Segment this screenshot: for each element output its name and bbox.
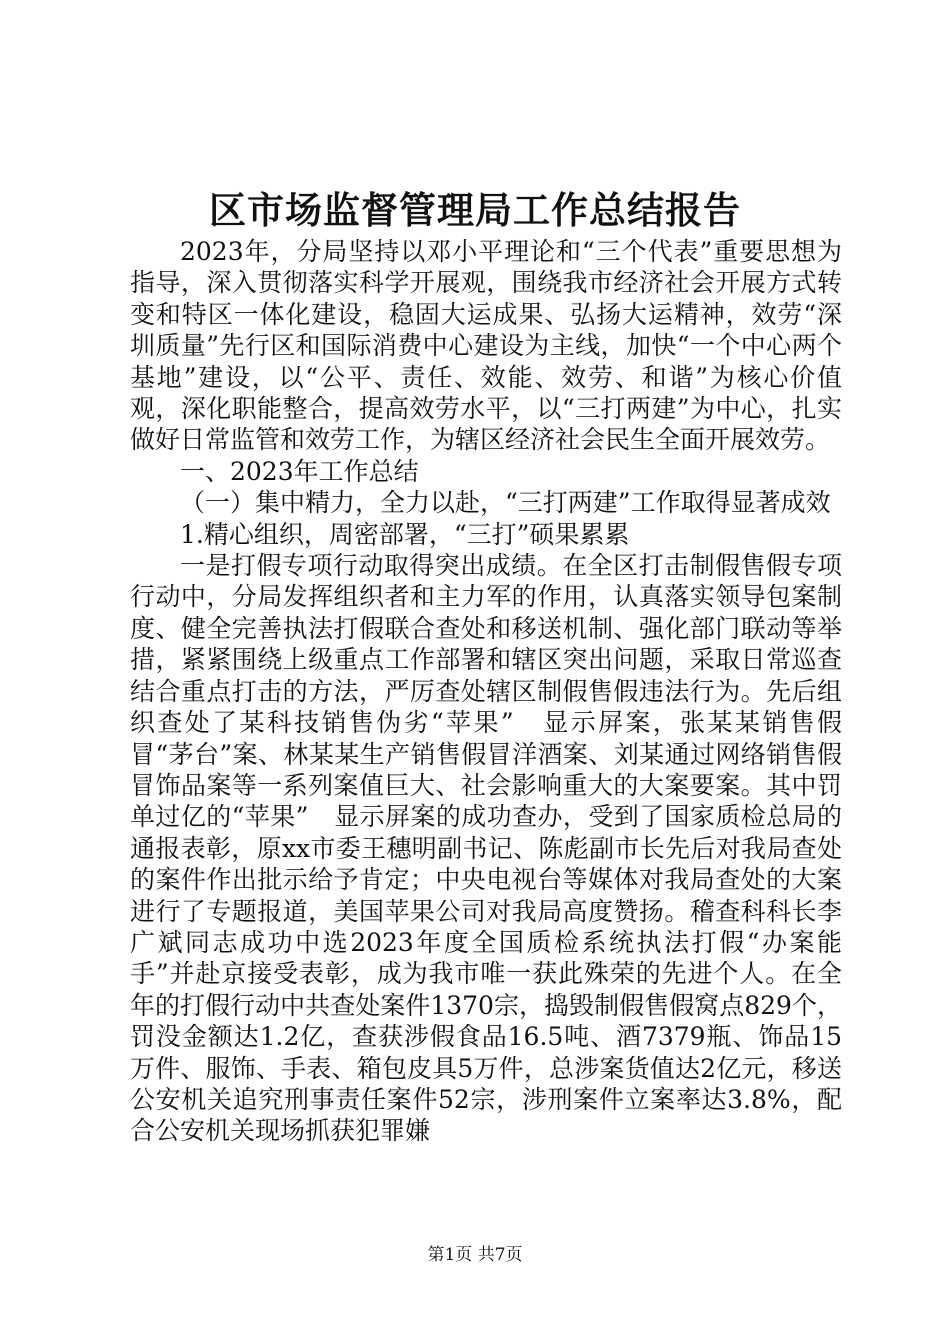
document-title: 区市场监督管理局工作总结报告 bbox=[209, 188, 741, 232]
paragraph-anti-counterfeit: 一是打假专项行动取得突出成绩。在全区打击制假售假专项行动中，分局发挥组织者和主力军的作用，认真落实领导包案制度、健全完善执法打假联合查处和移送机制、强化部门联动等举措，紧紧围绕上级重点工作部署和辖区突出问题，采取日常巡查结合重点打击的方法，严厉查处辖区制假售假违法行为。先后组织查处了某科技销售伪劣“苹果” 显示屏案，张某某销售假冒“茅台”案、林某某生产销售假冒洋酒案、刘某通过网络销售假冒饰品案等一系列案值巨大、社会影响重大的大案要案。其中罚单过亿的“苹果” 显示屏案的成功查办，受到了国家质检总局的通报表彰，原xx市委王穗明副书记、陈彪副市长先后对我局查处的案件作出批示给予肯定；中央电视台等媒体对我局查处的大案进行了专题报道，美国苹果公司对我局高度赞扬。稽查科科长李广斌同志成功中选2023年度全国质检系统执法打假“办案能手”并赴京接受表彰，成为我市唯一获此殊荣的先进个人。在全年的打假行动中共查处案件1370宗，捣毁制假售假窝点829个，罚没金额达1.2亿，查获涉假食品16.5吨、酒7379瓶、饰品15万件、服饰、手表、箱包皮具5万件，总涉案货值达2亿元，移送公安机关追究刑事责任案件52宗，涉刑案件立案率达3.8%，配合公安机关现场抓获犯罪嫌 bbox=[130, 551, 842, 1146]
subsection-heading: （一）集中精力，全力以赴，“三打两建”工作取得显著成效 bbox=[180, 488, 831, 518]
paragraph-intro: 2023年，分局坚持以邓小平理论和“三个代表”重要思想为指导，深入贯彻落实科学开展观，围绕我市经济社会开展方式转变和特区一体化建设，稳固大运成果、弘扬大运精神，效劳“深圳质量”先行区和国际消费中心建设为主线，加快“一个中心两个基地”建设，以“公平、责任、效能、效劳、和谐”为核心价值观，深化职能整合，提高效劳水平，以“三打两建”为中心，扎实做好日常监管和效劳工作，为辖区经济社会民生全面开展效劳。 bbox=[130, 237, 842, 455]
item-heading: 1.精心组织，周密部署，“三打”硕果累累 bbox=[180, 519, 630, 549]
document-body bbox=[130, 236, 842, 1147]
section-heading: 一、2023年工作总结 bbox=[180, 456, 419, 486]
page-number-footer: 第1页 共7页 bbox=[427, 1245, 523, 1265]
